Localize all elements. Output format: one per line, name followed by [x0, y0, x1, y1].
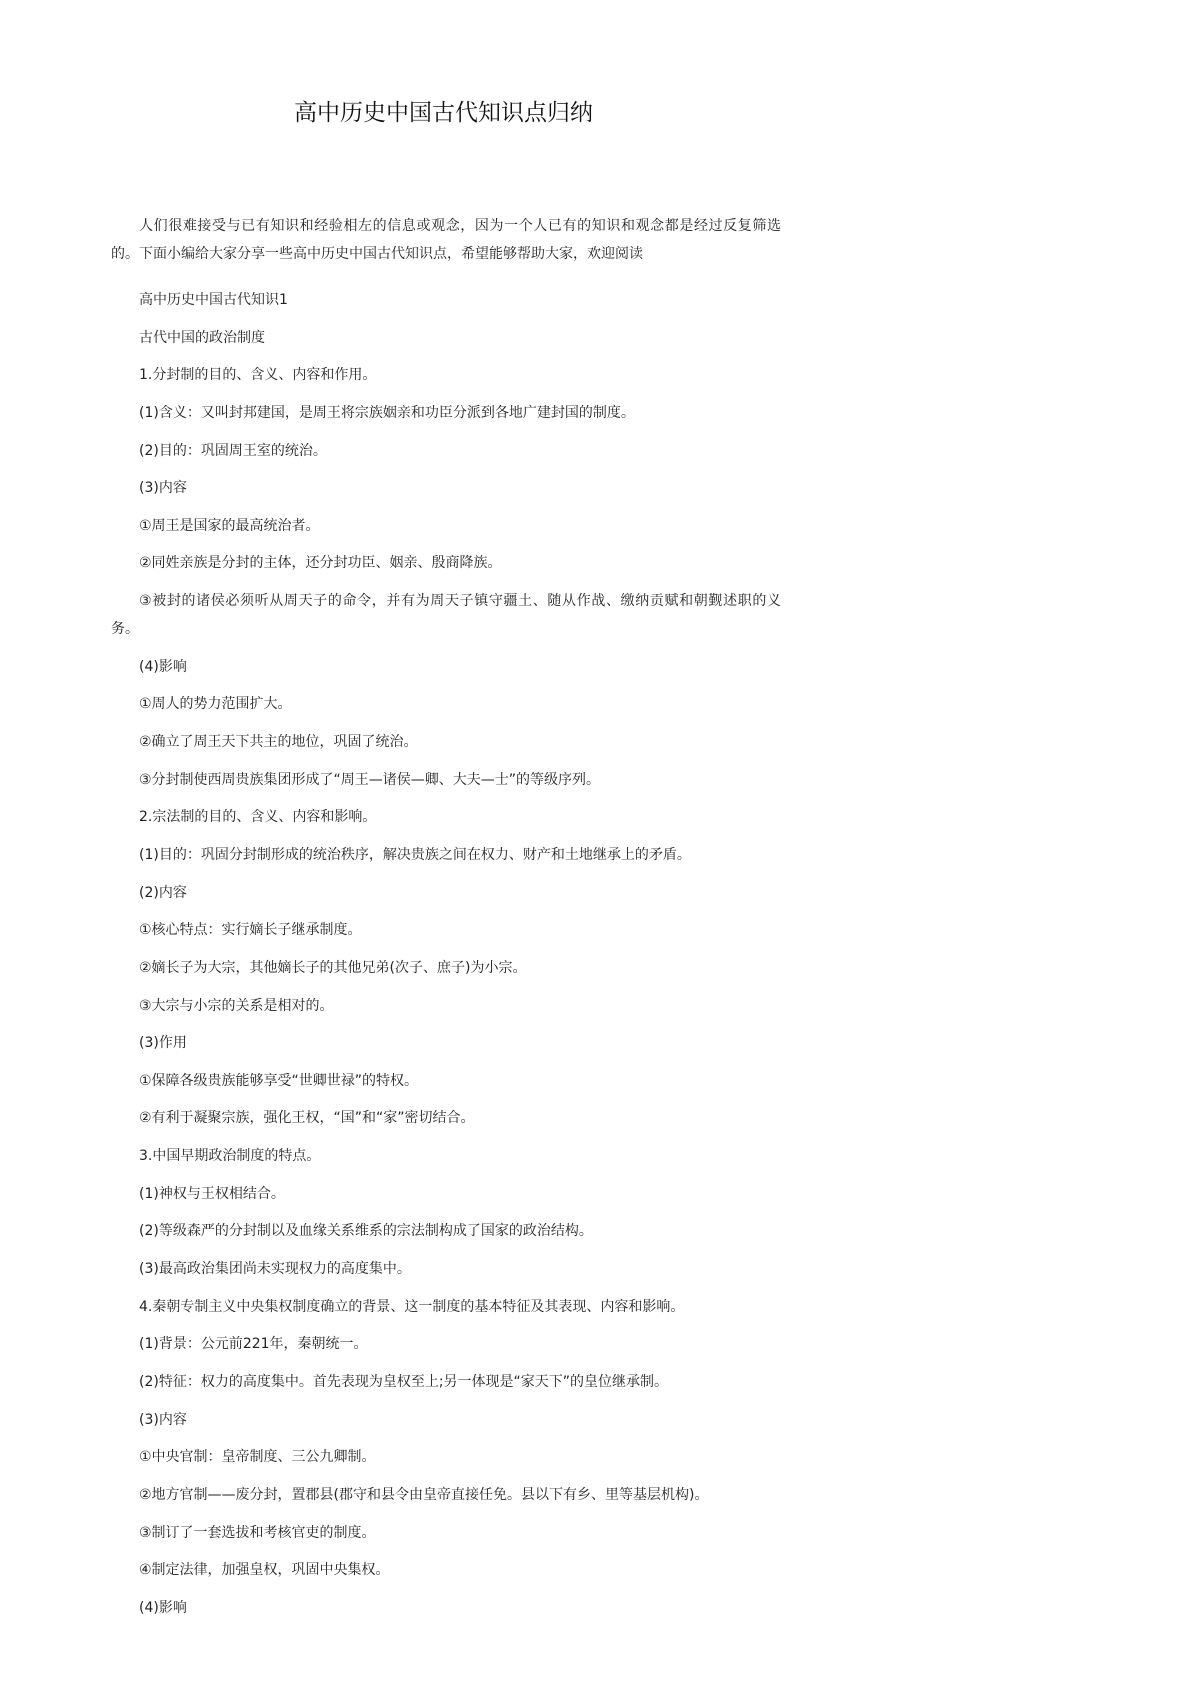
content-line: ③被封的诸侯必须听从周天子的命令，并有为周天子镇守疆土、随从作战、缴纳贡赋和朝觐述职的义务。 [111, 593, 781, 638]
content-line: ③大宗与小宗的关系是相对的。 [139, 997, 334, 1014]
content-line: (1)含义：又叫封邦建国，是周王将宗族姻亲和功臣分派到各地广建封国的制度。 [139, 404, 635, 421]
content-line: ②嫡长子为大宗，其他嫡长子的其他兄弟(次子、庶子)为小宗。 [139, 959, 527, 976]
content-line: 古代中国的政治制度 [139, 329, 265, 346]
content-line: ③分封制使西周贵族集团形成了“周王—诸侯—卿、大夫—士”的等级序列。 [139, 771, 601, 788]
content-line: (2)特征：权力的高度集中。首先表现为皇权至上;另一体现是“家天下”的皇位继承制。 [139, 1373, 669, 1390]
content-line: (3)内容 [139, 480, 187, 497]
content-line: (2)目的：巩固周王室的统治。 [139, 442, 327, 459]
content-line: ②确立了周王天下共主的地位，巩固了统治。 [139, 734, 418, 751]
content-line: (3)最高政治集团尚未实现权力的高度集中。 [139, 1261, 411, 1278]
content-line: 高中历史中国古代知识1 [139, 292, 288, 308]
content-line: 4.秦朝专制主义中央集权制度确立的背景、这一制度的基本特征及其表现、内容和影响。 [139, 1298, 685, 1315]
content-line: (4)影响 [139, 658, 187, 675]
content-lines [111, 286, 781, 1631]
document-title: 高中历史中国古代知识点归纳 [294, 100, 593, 126]
content-line: (3)作用 [139, 1035, 187, 1052]
content-line: 3.中国早期政治制度的特点。 [139, 1148, 321, 1165]
content-line: ②地方官制——废分封，置郡县(郡守和县令由皇帝直接任免。县以下有乡、里等基层机构)。 [139, 1486, 709, 1503]
content-line: ①周人的势力范围扩大。 [139, 696, 292, 713]
content-line: (3)内容 [139, 1411, 187, 1428]
intro-paragraph: 人们很难接受与已有知识和经验相左的信息或观念，因为一个人已有的知识和观念都是经过反复筛选的。下面小编给大家分享一些高中历史中国古代知识点，希望能够帮助大家，欢迎阅读 [111, 218, 781, 262]
content-line: (1)神权与王权相结合。 [139, 1185, 285, 1202]
content-line: (1)背景：公元前221年，秦朝统一。 [139, 1336, 368, 1353]
content-line: ②有利于凝聚宗族，强化王权，“国”和“家”密切结合。 [139, 1110, 475, 1127]
content-line: ①核心特点：实行嫡长子继承制度。 [139, 922, 362, 939]
content-line: ①保障各级贵族能够享受“世卿世禄”的特权。 [139, 1072, 419, 1089]
content-line: ②同姓亲族是分封的主体，还分封功臣、姻亲、殷商降族。 [139, 555, 502, 572]
content-line: (4)影响 [139, 1599, 187, 1616]
content-line: (1)目的：巩固分封制形成的统治秩序，解决贵族之间在权力、财产和土地继承上的矛盾。 [139, 846, 691, 863]
content-line: ①中央官制：皇帝制度、三公九卿制。 [139, 1449, 376, 1466]
content-line: 2.宗法制的目的、含义、内容和影响。 [139, 809, 377, 826]
content-line: (2)内容 [139, 884, 187, 901]
content-line: ④制定法律，加强皇权，巩固中央集权。 [139, 1562, 390, 1579]
content-line: ③制订了一套选拔和考核官吏的制度。 [139, 1524, 376, 1541]
content-line: (2)等级森严的分封制以及血缘关系维系的宗法制构成了国家的政治结构。 [139, 1223, 593, 1240]
content-line: 1.分封制的目的、含义、内容和作用。 [139, 367, 377, 384]
content-line: ①周王是国家的最高统治者。 [139, 517, 320, 534]
